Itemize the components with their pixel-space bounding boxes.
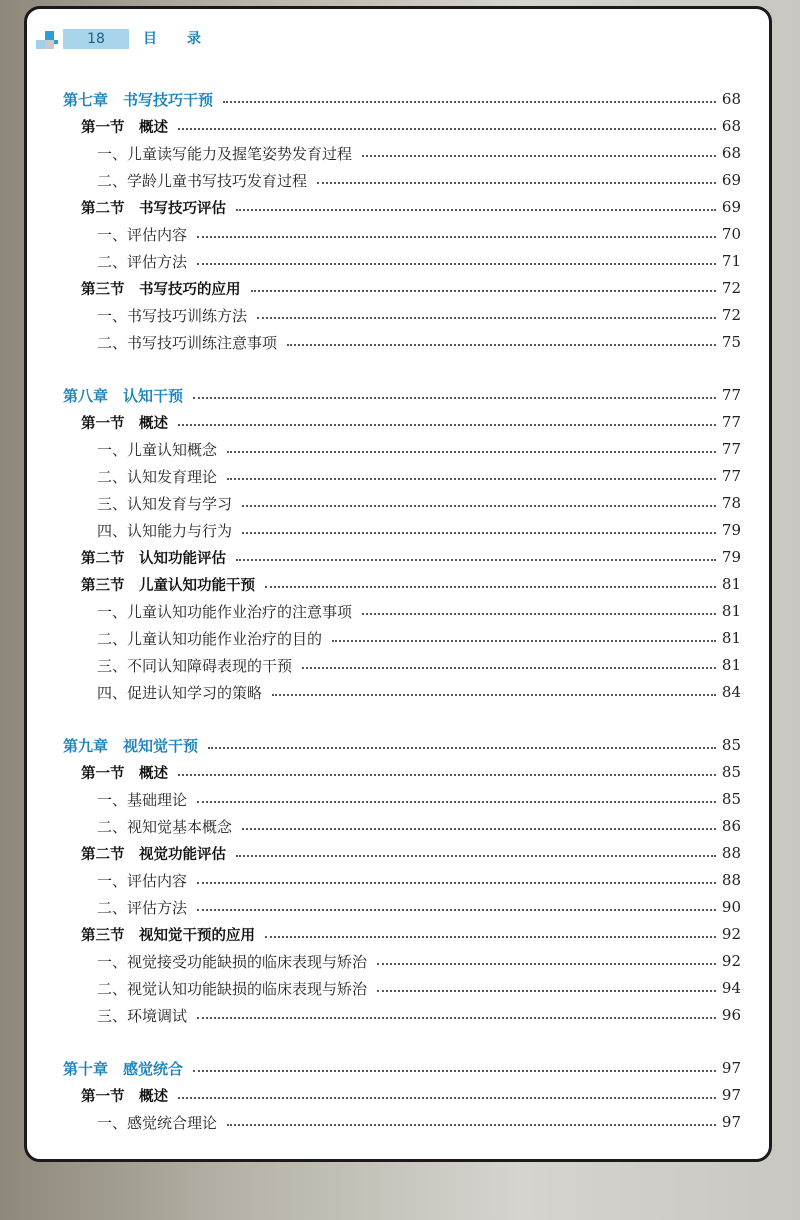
toc-page-number: 79 bbox=[721, 521, 741, 539]
toc-entry-title: 第九章 视知觉干预 bbox=[63, 736, 199, 755]
toc-section-row[interactable] bbox=[27, 1083, 741, 1107]
toc-entry-title: 第三节 视知觉干预的应用 bbox=[81, 927, 255, 944]
dot-leader bbox=[236, 559, 716, 561]
decorative-square bbox=[54, 40, 58, 44]
toc-entry-title: 一、儿童认知功能作业治疗的注意事项 bbox=[97, 602, 353, 621]
decorative-square bbox=[36, 40, 45, 49]
toc-page-number: 77 bbox=[721, 386, 741, 404]
toc-section-row[interactable] bbox=[27, 276, 741, 300]
toc-page-number: 85 bbox=[721, 763, 741, 781]
toc-page-number: 71 bbox=[721, 252, 741, 270]
toc-page-number: 96 bbox=[721, 1006, 741, 1024]
toc-item-row[interactable] bbox=[27, 787, 741, 811]
toc-entry-title: 三、环境调试 bbox=[97, 1006, 188, 1025]
toc-entry-title: 三、不同认知障碍表现的干预 bbox=[97, 656, 293, 675]
toc-entry-title: 第七章 书写技巧干预 bbox=[63, 90, 214, 109]
decorative-square bbox=[45, 31, 54, 40]
book-page bbox=[24, 6, 772, 1162]
toc-page-number: 75 bbox=[721, 333, 741, 351]
dot-leader bbox=[302, 667, 716, 669]
toc-section-row[interactable] bbox=[27, 545, 741, 569]
decorative-square bbox=[45, 40, 54, 49]
dot-leader bbox=[178, 1097, 716, 1099]
dot-leader bbox=[257, 317, 716, 319]
dot-leader bbox=[272, 694, 716, 696]
toc-page-number: 94 bbox=[721, 979, 741, 997]
toc-section-row[interactable] bbox=[27, 195, 741, 219]
toc-page-number: 85 bbox=[721, 790, 741, 808]
toc-entry-title: 二、视知觉基本概念 bbox=[97, 817, 233, 836]
toc-entry-title: 第一节 概述 bbox=[81, 119, 168, 136]
dot-leader bbox=[287, 344, 716, 346]
toc-page-number: 81 bbox=[721, 575, 741, 593]
dot-leader bbox=[197, 236, 716, 238]
dot-leader bbox=[178, 424, 716, 426]
dot-leader bbox=[332, 640, 716, 642]
toc-page-number: 69 bbox=[721, 171, 741, 189]
dot-leader bbox=[178, 774, 716, 776]
toc-page-number: 97 bbox=[721, 1113, 741, 1131]
toc-page-number: 86 bbox=[721, 817, 741, 835]
toc-entry-title: 二、书写技巧训练注意事项 bbox=[97, 333, 278, 352]
toc-entry-title: 四、认知能力与行为 bbox=[97, 521, 233, 540]
toc-item-row[interactable] bbox=[27, 626, 741, 650]
toc-entry-title: 第八章 认知干预 bbox=[63, 386, 184, 405]
toc-entry-title: 一、评估内容 bbox=[97, 871, 188, 890]
toc-item-row[interactable] bbox=[27, 303, 741, 327]
toc-page-number: 85 bbox=[721, 736, 741, 754]
dot-leader bbox=[197, 801, 716, 803]
dot-leader bbox=[227, 478, 716, 480]
toc-entry-title: 第三节 儿童认知功能干预 bbox=[81, 577, 255, 594]
dot-leader bbox=[242, 828, 716, 830]
dot-leader bbox=[227, 451, 716, 453]
dot-leader bbox=[227, 1124, 716, 1126]
toc-page-number: 77 bbox=[721, 413, 741, 431]
toc-item-row[interactable] bbox=[27, 249, 741, 273]
dot-leader bbox=[197, 1017, 716, 1019]
toc-entry-title: 一、评估内容 bbox=[97, 225, 188, 244]
toc-entry-title: 第二节 认知功能评估 bbox=[81, 550, 226, 567]
toc-entry-title: 第二节 书写技巧评估 bbox=[81, 200, 226, 217]
toc-chapter-row[interactable] bbox=[27, 1056, 741, 1080]
toc-section-row[interactable] bbox=[27, 841, 741, 865]
toc-section-row[interactable] bbox=[27, 760, 741, 784]
dot-leader bbox=[377, 963, 716, 965]
toc-item-row[interactable] bbox=[27, 141, 741, 165]
toc-entry-title: 第十章 感觉统合 bbox=[63, 1059, 184, 1078]
toc-entry-title: 二、评估方法 bbox=[97, 898, 188, 917]
toc-page-number: 72 bbox=[721, 306, 741, 324]
toc-page-number: 92 bbox=[721, 925, 741, 943]
toc-entry-title: 第一节 概述 bbox=[81, 415, 168, 432]
toc-page-number: 77 bbox=[721, 440, 741, 458]
dot-leader bbox=[236, 209, 716, 211]
toc-item-row[interactable] bbox=[27, 599, 741, 623]
toc-item-row[interactable] bbox=[27, 464, 741, 488]
page-header bbox=[27, 9, 769, 65]
toc-section-row[interactable] bbox=[27, 572, 741, 596]
toc-entry-title: 二、视觉认知功能缺损的临床表现与矫治 bbox=[97, 979, 368, 998]
toc-page-number: 81 bbox=[721, 602, 741, 620]
toc-section-row[interactable] bbox=[27, 114, 741, 138]
dot-leader bbox=[208, 747, 716, 749]
toc-item-row[interactable] bbox=[27, 222, 741, 246]
toc-item-row[interactable] bbox=[27, 895, 741, 919]
dot-leader bbox=[223, 101, 716, 103]
toc-entry-title: 四、促进认知学习的策略 bbox=[97, 683, 263, 702]
toc-page-number: 81 bbox=[721, 656, 741, 674]
toc-page-number: 68 bbox=[721, 144, 741, 162]
dot-leader bbox=[236, 855, 716, 857]
toc-item-row[interactable] bbox=[27, 976, 741, 1000]
toc-section-row[interactable] bbox=[27, 410, 741, 434]
toc-entry-title: 一、书写技巧训练方法 bbox=[97, 306, 248, 325]
toc-item-row[interactable] bbox=[27, 653, 741, 677]
toc-entry-title: 一、感觉统合理论 bbox=[97, 1113, 218, 1132]
toc-page-number: 88 bbox=[721, 844, 741, 862]
toc-entry-title: 二、学龄儿童书写技巧发育过程 bbox=[97, 171, 308, 190]
dot-leader bbox=[197, 263, 716, 265]
toc-item-row[interactable] bbox=[27, 1003, 741, 1027]
dot-leader bbox=[197, 882, 716, 884]
dot-leader bbox=[362, 613, 716, 615]
toc-section-row[interactable] bbox=[27, 922, 741, 946]
toc-item-row[interactable] bbox=[27, 168, 741, 192]
toc-item-row[interactable] bbox=[27, 814, 741, 838]
toc-chapter-row[interactable] bbox=[27, 87, 741, 111]
toc-page-number: 68 bbox=[721, 90, 741, 108]
toc-item-row[interactable] bbox=[27, 437, 741, 461]
toc-page-number: 77 bbox=[721, 467, 741, 485]
toc-entry-title: 一、基础理论 bbox=[97, 790, 188, 809]
toc-item-row[interactable] bbox=[27, 1110, 741, 1134]
dot-leader bbox=[242, 532, 716, 534]
dot-leader bbox=[265, 586, 716, 588]
dot-leader bbox=[178, 128, 716, 130]
toc-page-number: 68 bbox=[721, 117, 741, 135]
toc-item-row[interactable] bbox=[27, 518, 741, 542]
toc-item-row[interactable] bbox=[27, 868, 741, 892]
dot-leader bbox=[251, 290, 716, 292]
toc-page-number: 97 bbox=[721, 1086, 741, 1104]
toc-page-number: 90 bbox=[721, 898, 741, 916]
toc-page-number: 84 bbox=[721, 683, 741, 701]
toc-chapter-row[interactable] bbox=[27, 733, 741, 757]
toc-entry-title: 二、儿童认知功能作业治疗的目的 bbox=[97, 629, 323, 648]
toc-item-row[interactable] bbox=[27, 330, 741, 354]
toc-item-row[interactable] bbox=[27, 491, 741, 515]
page-number: 18 bbox=[63, 29, 129, 49]
dot-leader bbox=[193, 397, 716, 399]
toc-entry-title: 第一节 概述 bbox=[81, 1088, 168, 1105]
toc-page-number: 69 bbox=[721, 198, 741, 216]
dot-leader bbox=[242, 505, 716, 507]
toc-item-row[interactable] bbox=[27, 680, 741, 704]
toc-entry-title: 第一节 概述 bbox=[81, 765, 168, 782]
toc-item-row[interactable] bbox=[27, 949, 741, 973]
dot-leader bbox=[193, 1070, 716, 1072]
toc-entry-title: 二、认知发育理论 bbox=[97, 467, 218, 486]
dot-leader bbox=[317, 182, 716, 184]
toc-entry-title: 一、视觉接受功能缺损的临床表现与矫治 bbox=[97, 952, 368, 971]
toc-page-number: 88 bbox=[721, 871, 741, 889]
toc-page-number: 79 bbox=[721, 548, 741, 566]
dot-leader bbox=[265, 936, 716, 938]
dot-leader bbox=[362, 155, 716, 157]
toc-page-number: 81 bbox=[721, 629, 741, 647]
toc-entry-title: 三、认知发育与学习 bbox=[97, 494, 233, 513]
dot-leader bbox=[377, 990, 716, 992]
toc-entry-title: 一、儿童认知概念 bbox=[97, 440, 218, 459]
toc-entry-title: 第三节 书写技巧的应用 bbox=[81, 281, 241, 298]
dot-leader bbox=[197, 909, 716, 911]
toc-chapter-row[interactable] bbox=[27, 383, 741, 407]
toc-page-number: 70 bbox=[721, 225, 741, 243]
header-title: 目录 bbox=[143, 31, 231, 47]
toc-entry-title: 第二节 视觉功能评估 bbox=[81, 846, 226, 863]
toc-entry-title: 一、儿童读写能力及握笔姿势发育过程 bbox=[97, 144, 353, 163]
toc-page-number: 78 bbox=[721, 494, 741, 512]
toc-page-number: 92 bbox=[721, 952, 741, 970]
toc-page-number: 97 bbox=[721, 1059, 741, 1077]
toc-page-number: 72 bbox=[721, 279, 741, 297]
toc-entry-title: 二、评估方法 bbox=[97, 252, 188, 271]
